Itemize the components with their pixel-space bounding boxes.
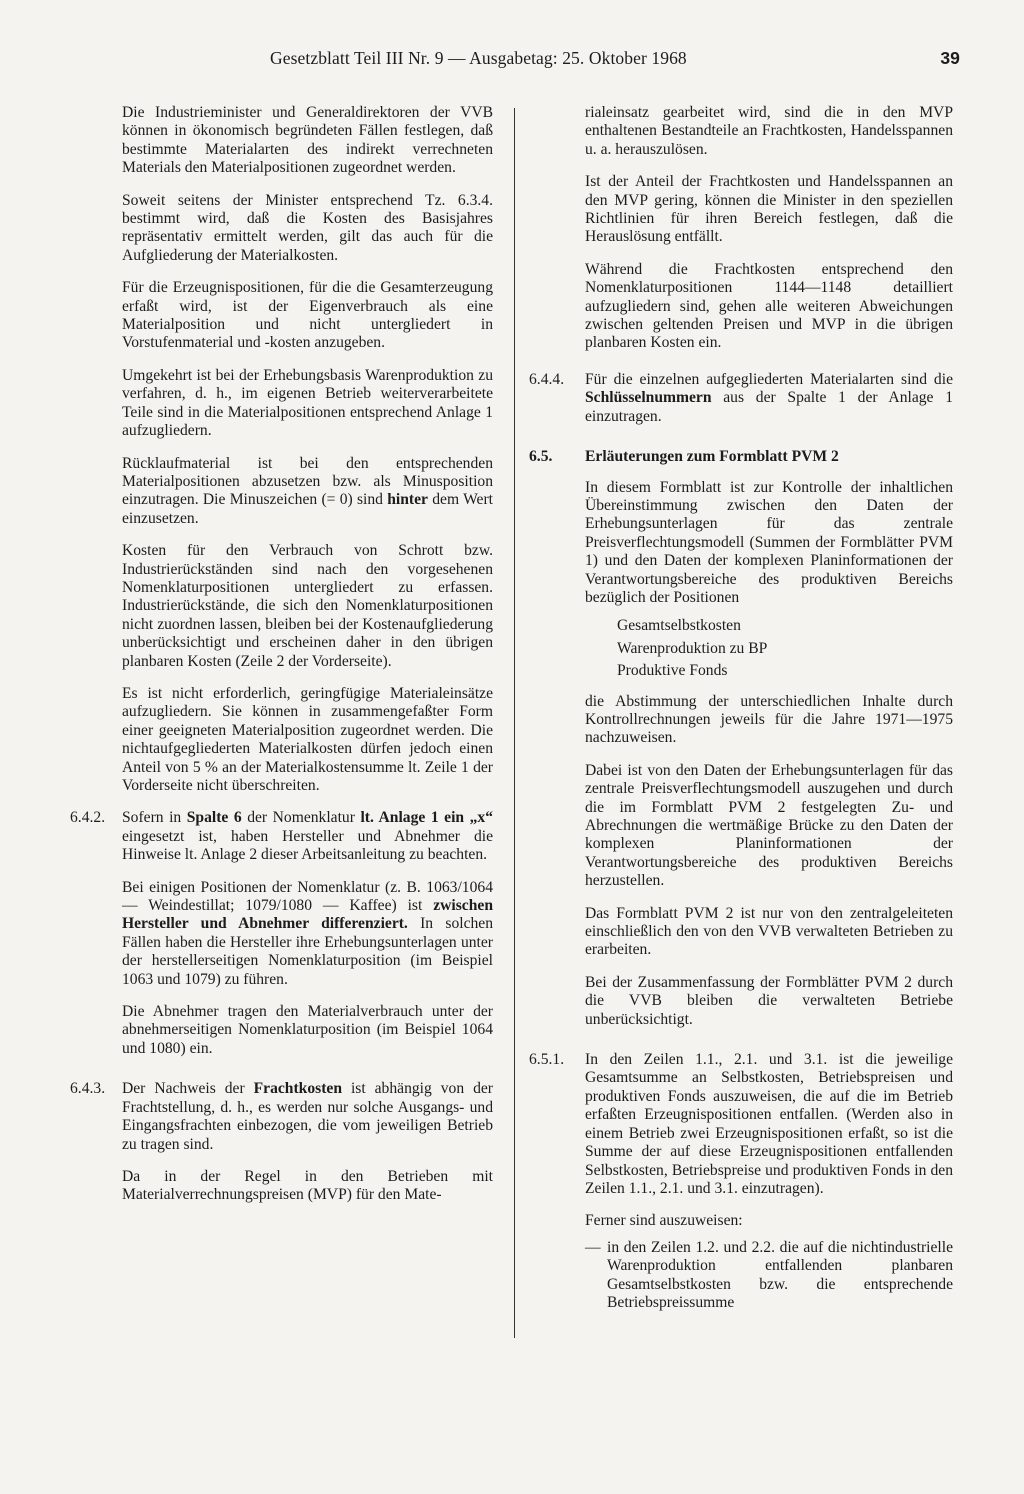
section-number: 6.4.4. (529, 370, 565, 388)
paragraph (122, 1080, 493, 1154)
bold-text: Frachtkosten (253, 1080, 342, 1098)
column-divider (514, 108, 515, 1338)
text-span: Sofern in (122, 809, 187, 827)
paragraph: Umgekehrt ist bei der Erhebungsbasis Warenproduktion zu verfahren, d. h., im eigenen Betrieb weiterverarbeitete Teile sind in die Materialpositionen entsprechend Anlage 1 aufzugliedern. (122, 366, 493, 440)
text-span: Bei einigen Positionen der Nomenklatur (z. B. 1063/1064 — Weindestillat; 1079/1080 — Kaffee) ist (122, 878, 493, 915)
paragraph: Kosten für den Verbrauch von Schrott bzw. Industrierückständen sind nach den vorgesehenen Nomenklaturpositionen untergliedert zu erfassen. Industrierückstände, die sich den Nomenklaturpositionen nicht zuordnen lassen, bleiben bei der Kostenaufgliederung unberücksichtigt und erscheinen daher in den übrigen planbaren Kosten (Zeile 2 der Vorderseite). (122, 542, 493, 670)
text-span: dem Wert einzusetzen. (122, 491, 494, 527)
section-6-4-3 (70, 1080, 494, 1204)
bold-text: Schlüsselnummern (585, 389, 712, 407)
bold-text: lt. Anlage 1 ein „x“ (360, 809, 493, 827)
text-span: in den Zeilen 1.2. und 2.2. die auf die nichtindustrielle Warenproduktion entfallenden planbaren Gesamtselbstkosten bzw. die entsprechende Betriebspreissumme (607, 1238, 953, 1311)
dash-mark: — (585, 1238, 601, 1256)
left-column (70, 104, 494, 1219)
paragraph: Soweit seitens der Minister entsprechend Tz. 6.3.4. bestimmt wird, daß die Kosten des Basisjahres repräsentativ ermittelt werden, gilt das auch für die Aufgliederung der Materialkosten. (122, 191, 493, 264)
section-number: 6.5.1. (529, 1051, 565, 1069)
paragraph: Bei der Zusammenfassung der Formblätter PVM 2 durch die VVB bleiben die verwalteten Betriebe unberücksichtigt. (585, 973, 953, 1028)
text-span: Der Nachweis der (122, 1080, 254, 1098)
text-span: Für die einzelnen aufgegliederten Materialarten sind die (585, 370, 953, 388)
dash-list-item (585, 1239, 953, 1313)
text-span: ist abhängig von der Frachtstellung, d. h., es werden nur solche Ausgangs- und Eingangsfrachten einbezogen, die vom jeweiligen Betrieb zu tragen sind. (122, 1080, 494, 1153)
section-6-5 (529, 448, 953, 1029)
paragraph (122, 879, 493, 989)
page-header (270, 48, 960, 76)
section-number: 6.4.2. (70, 809, 106, 827)
paragraph: Ferner sind auszuweisen: (585, 1212, 743, 1230)
paragraph: Für die Erzeugnispositionen, für die die Gesamterzeugung erfaßt wird, ist der Eigenverbrauch als eine Materialposition und nicht untergliedert in Vorstufenmaterial und -kosten anzugeben. (122, 279, 493, 352)
bold-text: Spalte 6 (186, 809, 242, 827)
section-6-5-1 (529, 1051, 953, 1312)
paragraph: Während die Frachtkosten entsprechend den Nomenklaturpositionen 1144—1148 detailliert aufzugliedern sind, gehen alle weiteren Abweichungen zwischen geltenden Preisen und MVP in die übrigen planbaren Kosten ein. (585, 260, 953, 352)
text-span: In solchen Fällen haben die Hersteller ihre Erhebungsunterlagen unter der herstellerseitigen Nomenklaturposition (im Beispiel 1063 und 1079) zu führen. (122, 915, 494, 988)
section-number: 6.5. (529, 448, 553, 466)
paragraph: rialeinsatz gearbeitet wird, sind die in den MVP enthaltenen Bestandteile an Frachtkosten, Handelsspannen u. a. herauszulösen. (585, 104, 953, 158)
paragraph (585, 371, 953, 426)
list-item: Gesamtselbstkosten (617, 617, 741, 635)
paragraph: Es ist nicht erforderlich, geringfügige Materialeinsätze aufzugliedern. Sie können in zusammengefaßter Form einer geeigneten Materialposition zugeordnet werden. Die nichtaufgegliederten Materialkosten dürfen jedoch einen Anteil von 5 % an der Materialkostensumme lt. Zeile 1 der Vorderseite nicht überschreiten. (122, 684, 493, 794)
section-6-4-4 (529, 370, 953, 426)
paragraph: Das Formblatt PVM 2 ist nur von den zentralgeleiteten einschließlich den von den VVB verwalteten Betrieben zu erarbeiten. (585, 904, 953, 959)
header-title: Gesetzblatt Teil III Nr. 9 — Ausgabetag: 25. Oktober 1968 (270, 48, 687, 68)
page-number: 39 (940, 48, 960, 68)
bold-text: zwischen Hersteller und Abnehmer differenziert. (122, 897, 493, 933)
paragraph: In diesem Formblatt ist zur Kontrolle der inhaltlichen Übereinstimmung zwischen den Daten der Erhebungsunterlagen für das zentrale Preisverflechtungsmodell (Summen der Formblätter PVM 1) und den Daten der komplexen Planinformationen der Verantwortungsbereiche des produktiven Bereichs bezüglich der Positionen (585, 478, 953, 606)
paragraph (122, 809, 493, 864)
paragraph: Ist der Anteil der Frachtkosten und Handelsspannen an den MVP gering, können die Minister in den speziellen Richtlinien für ihren Bereich festlegen, daß die Herauslösung entfällt. (585, 173, 953, 246)
paragraph (122, 455, 493, 529)
paragraph: Die Industrieminister und Generaldirektoren der VVB können in ökonomisch begründeten Fällen festlegen, daß bestimmte Materialarten des indirekt verrechneten Materials den Materialpositionen zugeordnet werden. (122, 104, 493, 177)
section-heading: Erläuterungen zum Formblatt PVM 2 (585, 448, 839, 466)
section-6-4-2 (70, 809, 494, 1058)
text-span: aus der Spalte 1 der Anlage 1 einzutragen. (585, 389, 953, 425)
paragraph: die Abstimmung der unterschiedlichen Inhalte durch Kontrollrechnungen jeweils für die Jahre 1971—1975 nachzuweisen. (585, 692, 953, 747)
paragraph: In den Zeilen 1.1., 2.1. und 3.1. ist die jeweilige Gesamtsumme an Selbstkosten, Betriebspreisen und produktiven Fonds auszuweisen, die auf die im Betrieb erfaßten Erzeugnispositionen entfallen. (Werden also in einem Betrieb zwei Erzeugnispositionen erfaßt, so ist die Summe der auf diese Erzeugnispositionen entfallenden Selbstkosten, Betriebspreise und produktiven Fonds in den Zeilen 1.1., 2.1. und 3.1. einzutragen). (585, 1051, 953, 1197)
bold-text: hinter (387, 491, 428, 509)
paragraph: Da in der Regel in den Betrieben mit Materialverrechnungspreisen (MVP) für den Mate- (122, 1167, 493, 1204)
text-span: der Nomenklatur (241, 809, 361, 827)
right-column (529, 104, 953, 1326)
section-number: 6.4.3. (70, 1080, 106, 1098)
paragraph: Dabei ist von den Daten der Erhebungsunterlagen für das zentrale Preisverflechtungsmodell auszugehen und durch die im Formblatt PVM 2 festgelegten Zu- und Abrechnungen die wertmäßige Brücke zu den Daten der komplexen Planinformationen der Verantwortungsbereiche des produktiven Bereichs herzustellen. (585, 761, 953, 890)
text-span: eingesetzt ist, haben Hersteller und Abnehmer die Hinweise lt. Anlage 2 dieser Arbeitsanleitung zu beachten. (122, 827, 493, 864)
text-span: Rücklaufmaterial ist bei den entsprechenden Materialpositionen abzusetzen bzw. als Minusposition einzutragen. Die Minuszeichen (= 0) sind (122, 454, 493, 509)
list-item: Produktive Fonds (617, 662, 728, 680)
paragraph: Die Abnehmer tragen den Materialverbrauch unter der abnehmerseitigen Nomenklaturposition (im Beispiel 1064 und 1080) ein. (122, 1003, 493, 1057)
list-item: Warenproduktion zu BP (617, 639, 768, 657)
